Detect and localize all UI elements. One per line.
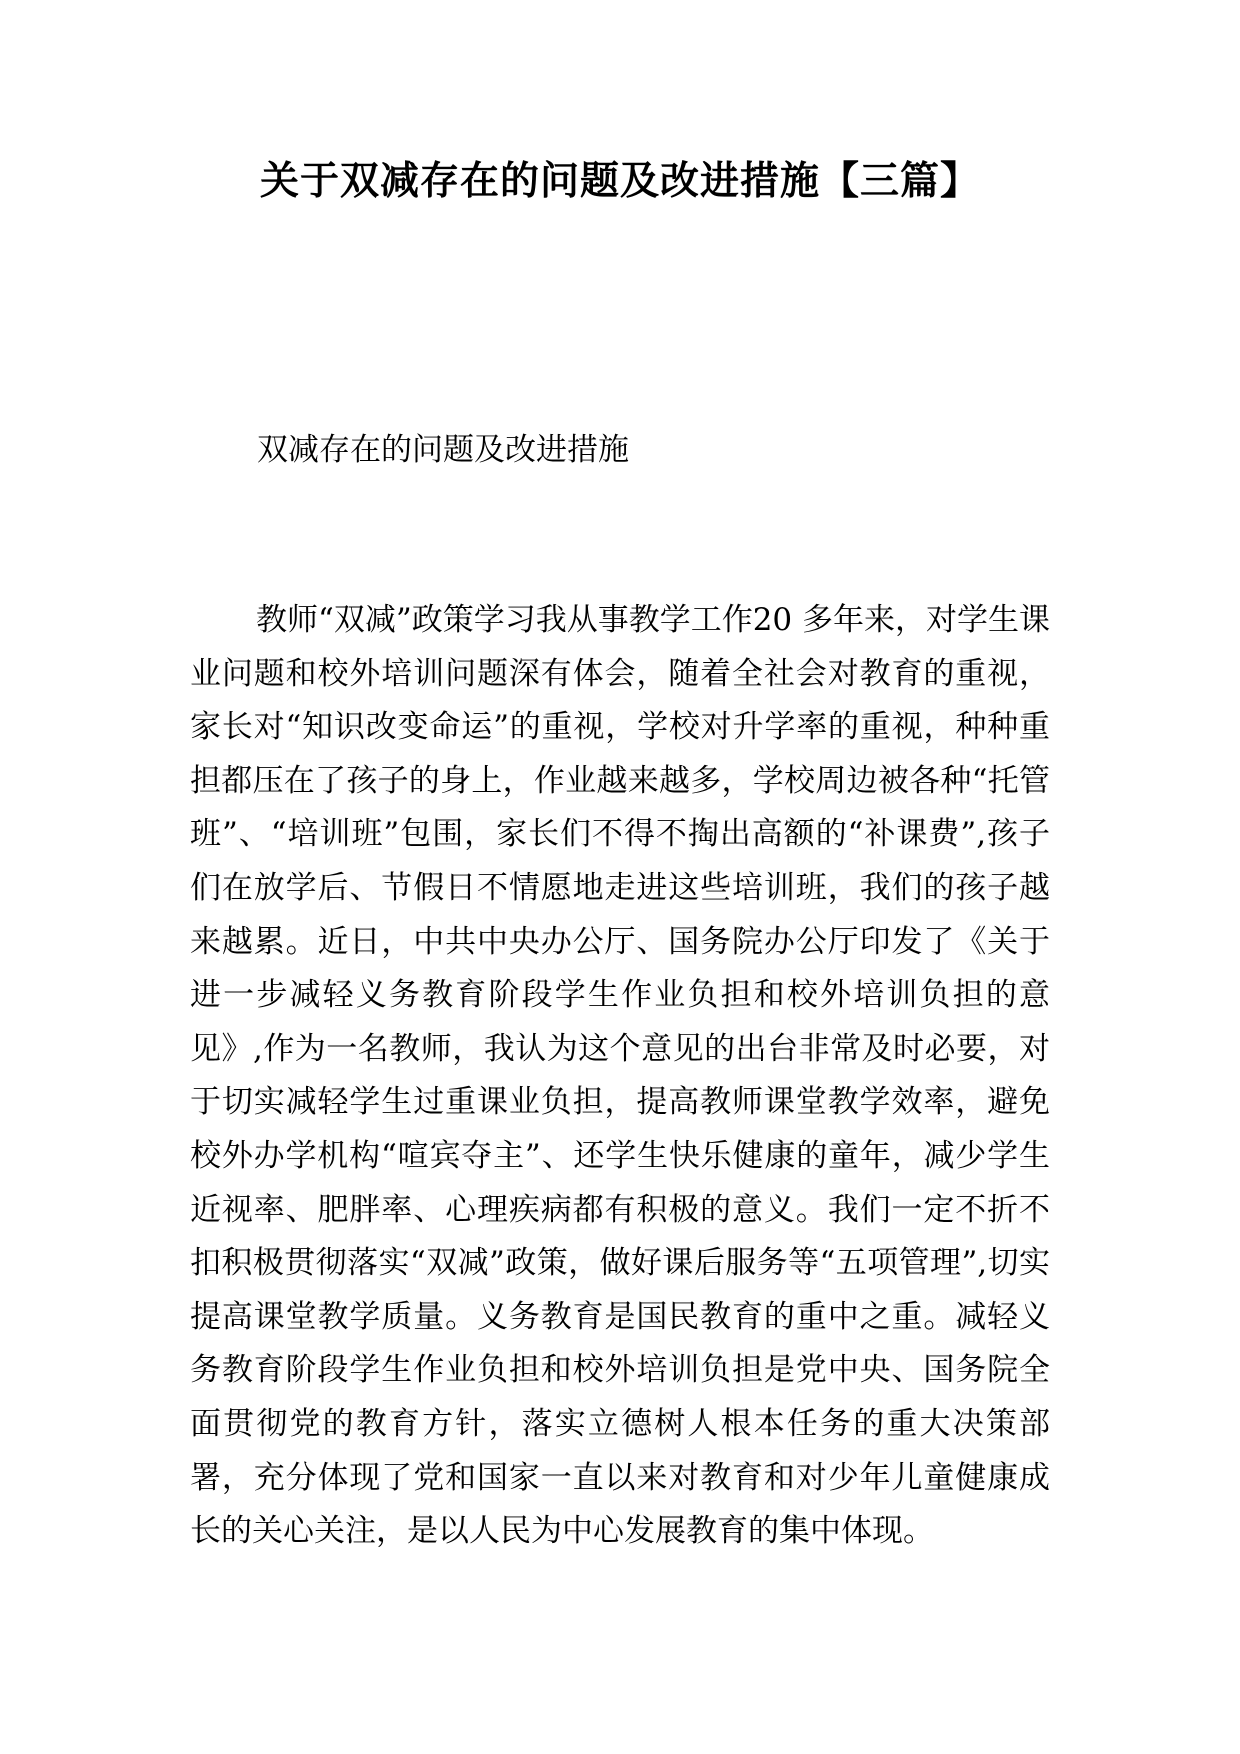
body-paragraph: 教师“双减”政策学习我从事教学工作20 多年来，对学生课业问题和校外培训问题深有体会，随着全社会对教育的重视，家长对“知识改变命运”的重视，学校对升学率的重视，种种重担都压在了孩子的身上，作业越来越多，学校周边被各种“托管班”、“培训班”包围，家长们不得不掏出高额的“补课费”,孩子们在放学后、节假日不情愿地走进这些培训班，我们的孩子越来越累。近日，中共中央办公厅、国务院办公厅印发了《关于进一步减轻义务教育阶段学生作业负担和校外培训负担的意见》,作为一名教师，我认为这个意见的出台非常及时必要，对于切实减轻学生过重课业负担，提高教师课堂教学效率，避免校外办学机构“喧宾夺主”、还学生快乐健康的童年，减少学生近视率、肥胖率、心理疾病都有积极的意义。我们一定不折不扣积极贯彻落实“双减”政策，做好课后服务等“五项管理”,切实提高课堂教学质量。义务教育是国民教育的重中之重。减轻义务教育阶段学生作业负担和校外培训负担是党中央、国务院全面贯彻党的教育方针，落实立德树人根本任务的重大决策部署，充分体现了党和国家一直以来对教育和对少年儿童健康成长的关心关注，是以人民为中心发展教育的集中体现。 xyxy=(190,602,1050,1550)
document-title: 关于双减存在的问题及改进措施【三篇】 xyxy=(259,159,980,204)
section-heading: 双减存在的问题及改进措施 xyxy=(257,432,629,468)
